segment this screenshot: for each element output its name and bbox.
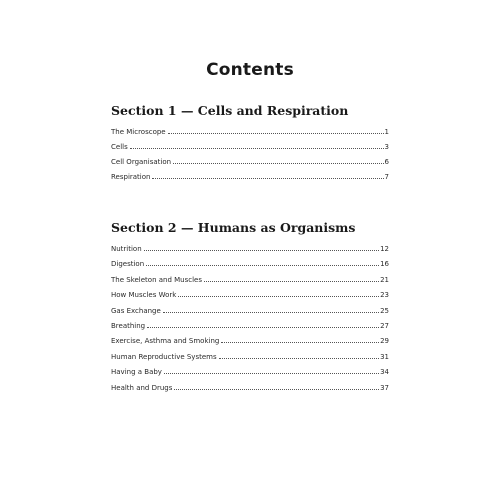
toc-entry[interactable] bbox=[111, 260, 389, 275]
section-heading: Section 2 — Humans as Organisms bbox=[111, 220, 356, 235]
section-heading: Section 1 — Cells and Respiration bbox=[111, 103, 349, 118]
dot-leader bbox=[173, 163, 383, 164]
dot-leader bbox=[178, 296, 379, 297]
dot-leader bbox=[204, 281, 379, 282]
dot-leader bbox=[147, 327, 379, 328]
toc-entry-label: Cell Organisation bbox=[111, 158, 172, 166]
toc-entry-page: 37 bbox=[380, 383, 389, 392]
toc-entry-page: 31 bbox=[380, 352, 389, 361]
toc-list bbox=[111, 245, 389, 399]
toc-list bbox=[111, 128, 389, 188]
toc-entry[interactable] bbox=[111, 368, 389, 383]
dot-leader bbox=[146, 265, 379, 266]
toc-entry[interactable] bbox=[111, 307, 389, 322]
toc-entry-label: Respiration bbox=[111, 173, 151, 181]
toc-entry-page: 21 bbox=[380, 275, 389, 284]
toc-entry[interactable] bbox=[111, 245, 389, 260]
section-2 bbox=[111, 220, 389, 399]
dot-leader bbox=[152, 178, 383, 179]
toc-entry-page: 34 bbox=[380, 368, 389, 377]
toc-entry-page: 1 bbox=[384, 128, 389, 136]
toc-entry[interactable] bbox=[111, 173, 389, 188]
toc-entry-page: 6 bbox=[384, 158, 389, 166]
toc-entry-label: Gas Exchange bbox=[111, 306, 161, 315]
toc-entry-page: 12 bbox=[380, 245, 389, 253]
toc-entry[interactable] bbox=[111, 291, 389, 306]
toc-entry-label: Cells bbox=[111, 143, 128, 151]
toc-entry-label: Digestion bbox=[111, 260, 145, 269]
toc-entry[interactable] bbox=[111, 384, 389, 399]
dot-leader bbox=[219, 358, 379, 359]
toc-entry[interactable] bbox=[111, 322, 389, 337]
toc-entry-label: The Microscope bbox=[111, 128, 166, 136]
toc-entry-page: 25 bbox=[380, 306, 389, 315]
toc-entry-label: Exercise, Asthma and Smoking bbox=[111, 337, 220, 346]
toc-entry-label: How Muscles Work bbox=[111, 291, 177, 300]
dot-leader bbox=[130, 148, 384, 149]
toc-entry-label: Having a Baby bbox=[111, 368, 162, 377]
toc-entry-page: 29 bbox=[380, 337, 389, 346]
toc-entry-page: 23 bbox=[380, 291, 389, 300]
toc-entry-label: Breathing bbox=[111, 321, 146, 330]
page-title: Contents bbox=[206, 60, 294, 80]
toc-entry-label: Nutrition bbox=[111, 245, 142, 253]
toc-entry[interactable] bbox=[111, 276, 389, 291]
dot-leader bbox=[144, 250, 379, 251]
toc-entry[interactable] bbox=[111, 128, 389, 143]
toc-entry-page: 27 bbox=[380, 321, 389, 330]
dot-leader bbox=[174, 389, 379, 390]
toc-entry[interactable] bbox=[111, 353, 389, 368]
dot-leader bbox=[163, 312, 379, 313]
toc-entry[interactable] bbox=[111, 337, 389, 352]
toc-entry-page: 7 bbox=[384, 173, 389, 181]
toc-entry[interactable] bbox=[111, 158, 389, 173]
toc-entry-page: 3 bbox=[384, 143, 389, 151]
toc-entry-label: The Skeleton and Muscles bbox=[111, 275, 203, 284]
dot-leader bbox=[164, 373, 379, 374]
section-1 bbox=[111, 103, 389, 188]
dot-leader bbox=[221, 342, 379, 343]
toc-entry-page: 16 bbox=[380, 260, 389, 269]
toc-entry[interactable] bbox=[111, 143, 389, 158]
dot-leader bbox=[168, 133, 384, 134]
toc-entry-label: Human Reproductive Systems bbox=[111, 352, 217, 361]
toc-entry-label: Health and Drugs bbox=[111, 383, 173, 392]
